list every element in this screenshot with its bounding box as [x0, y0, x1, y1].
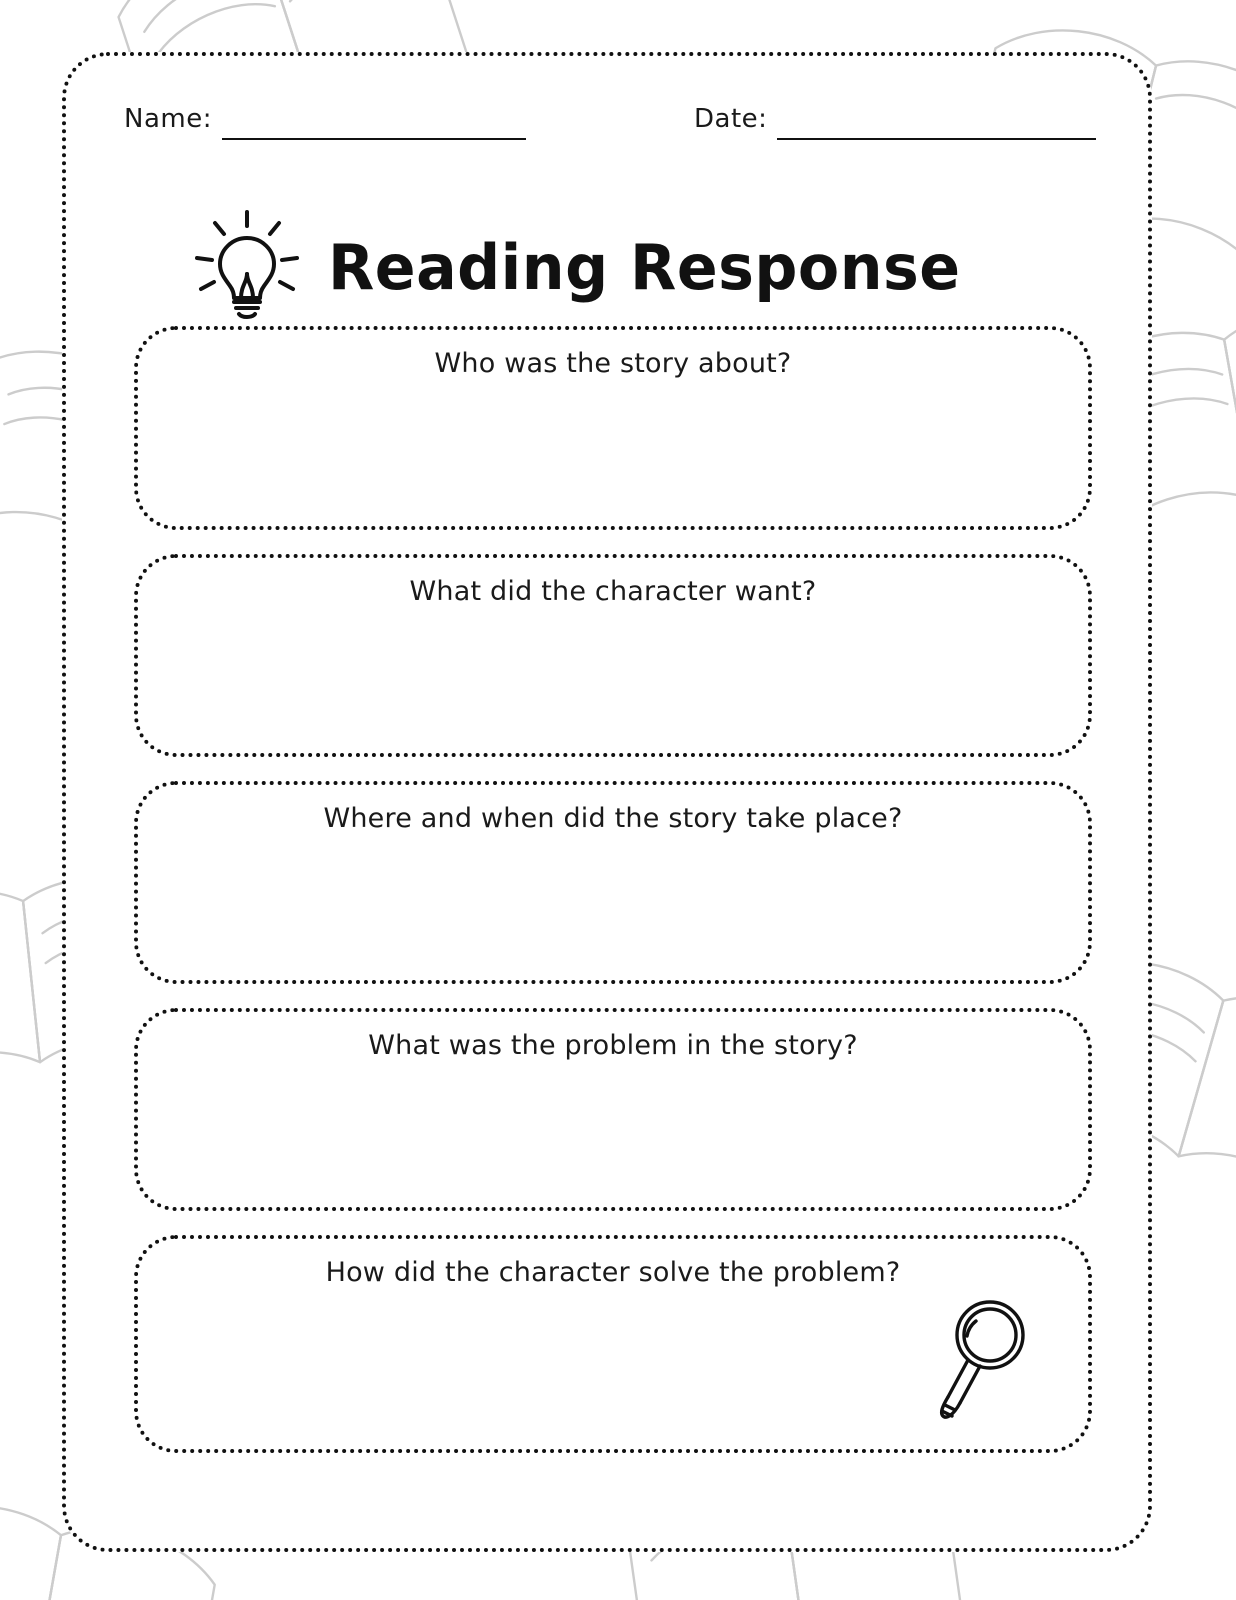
name-label: Name:: [124, 104, 212, 134]
question-box-list: [134, 326, 1092, 1477]
date-field-group: [694, 104, 1096, 140]
question-box-solution[interactable]: [134, 1235, 1092, 1453]
answer-area[interactable]: [138, 834, 1088, 1029]
question-box-want[interactable]: [134, 554, 1092, 757]
question-prompt: What was the problem in the story?: [368, 1030, 858, 1061]
answer-area[interactable]: [138, 607, 1088, 802]
question-box-who[interactable]: [134, 326, 1092, 530]
question-prompt: How did the character solve the problem?: [325, 1257, 901, 1288]
question-box-problem[interactable]: [134, 1008, 1092, 1211]
name-field-group: [124, 104, 526, 140]
date-label: Date:: [694, 104, 768, 134]
question-prompt: What did the character want?: [409, 576, 817, 607]
answer-area[interactable]: [138, 1061, 1088, 1256]
worksheet-sheet: [62, 52, 1152, 1552]
name-input-line[interactable]: [222, 108, 526, 140]
question-box-setting[interactable]: [134, 781, 1092, 984]
student-info-row: [124, 104, 1096, 140]
lightbulb-icon: [184, 204, 310, 330]
page-title: Reading Response: [328, 230, 961, 304]
answer-area[interactable]: [138, 379, 1088, 575]
question-prompt: Who was the story about?: [434, 348, 792, 379]
title-row: [184, 204, 980, 330]
date-input-line[interactable]: [777, 108, 1096, 140]
magnifying-glass-icon: [928, 1295, 1040, 1427]
question-prompt: Where and when did the story take place?: [323, 803, 903, 834]
